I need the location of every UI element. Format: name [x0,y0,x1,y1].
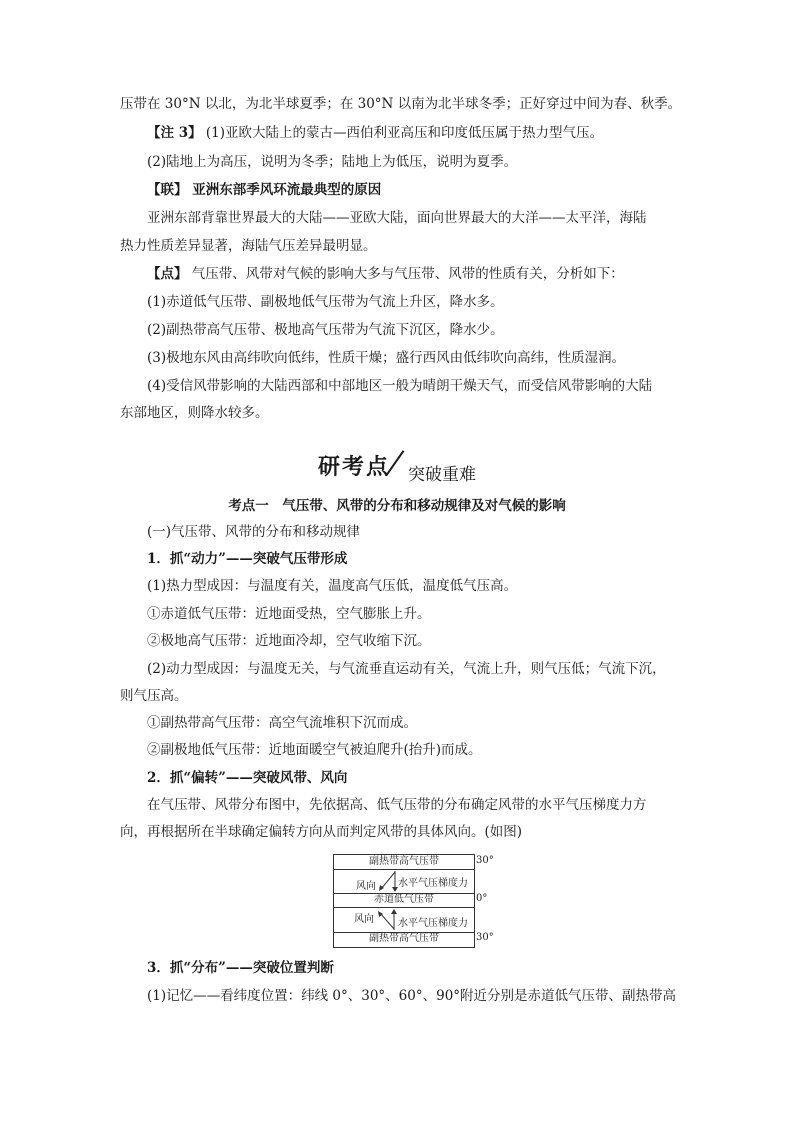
paragraph-line: 压带在 30°N 以北，为北半球夏季；在 30°N 以南为北半球冬季；正好穿过中间为春、秋季。 [120,96,682,112]
wind-label-lower: 风向 [354,914,374,925]
subheading: 2．抓“偏转”——突破风带、风向 [147,770,348,786]
paragraph-line: 东部地区，则降水较多。 [120,405,269,421]
band-top: 副热带高气压带 [369,856,439,867]
paragraph-line: 在气压带、风带分布图中，先依据高、低气压带的分布确定风带的水平气压梯度力方 [147,797,647,813]
paragraph-line: 则气压高。 [120,688,188,704]
section-sub-title: 突破重难 [408,465,476,485]
paragraph-line: 向，再根据所在半球确定偏转方向从而判定风带的具体风向。(如图) [120,824,523,840]
paragraph-line: (1)赤道低气压带、副极地低气压带为气流上升区，降水多。 [147,294,504,310]
paragraph-line: (1)记忆——看纬度位置：纬线 0°、30°、60°、90°附近分别是赤道低气压带、副热带高 [147,988,677,1004]
paragraph-line: (2)陆地上为高压，说明为冬季；陆地上为低压，说明为夏季。 [147,154,518,170]
dian-line: 【点】 气压带、风带对气候的影响大多与气压带、风带的性质有关，分析如下： [147,266,624,282]
tag-label: 【注 3】 [147,125,202,141]
arrows-svg [334,855,474,947]
paragraph-line: ②副极地低气压带：近地面暖空气被迫爬升(抬升)而成。 [147,742,482,758]
pressure-belt-figure [333,854,494,948]
section-heading [318,446,518,486]
kaodian-title: 考点一 气压带、风带的分布和移动规律及对气候的影响 [228,498,566,514]
paragraph-line: (一)气压带、风带的分布和移动规律 [147,524,361,540]
subheading: 1．抓“动力”——突破气压带形成 [147,551,348,567]
force-label-lower: 水平气压梯度力 [398,918,468,929]
paragraph-line: 热力性质差异显著，海陆气压差异最明显。 [120,238,377,254]
subheading: 3．抓“分布”——突破位置判断 [147,960,334,976]
wind-label-upper: 风向 [356,881,376,892]
band-middle: 赤道低气压带 [374,894,434,905]
paragraph-line: (2)动力型成因：与温度无关，与气流垂直运动有关，气流上升，则气压低；气流下沉， [147,661,666,677]
section-main-title: 研考点 [318,455,391,480]
band-bottom: 副热带高气压带 [369,933,439,944]
wind-arrow-upper [381,872,395,889]
note-3-line: 【注 3】 (1)亚欧大陆上的蒙古—西伯利亚高压和印度低压属于热力型气压。 [147,125,604,141]
paragraph-line: 亚洲东部背靠世界最大的大陆——亚欧大陆，面向世界最大的大洋——太平洋，海陆 [147,210,647,226]
lat-top: 30° [476,855,494,866]
paragraph-line: ②极地高气压带：近地面冷却，空气收缩下沉。 [147,633,431,649]
lat-middle: 0° [476,893,488,904]
force-label-upper: 水平气压梯度力 [398,878,468,889]
lian-line: 【联】 亚洲东部季风环流最典型的原因 [147,182,382,198]
force-arrow-upper-head [392,887,398,892]
lat-bottom: 30° [476,932,494,943]
wind-arrow-lower [380,913,394,929]
paragraph-line: ①副热带高气压带：高空气流堆积下沉而成。 [147,715,417,731]
paragraph-line: ①赤道低气压带：近地面受热，空气膨胀上升。 [147,606,431,622]
paragraph-line: (4)受信风带影响的大陆西部和中部地区一般为晴朗干燥天气，而受信风带影响的大陆 [147,378,653,394]
paragraph-line: (1)热力型成因：与温度有关，温度高气压低，温度低气压高。 [147,578,518,594]
tag-label: 【联】 [147,182,188,198]
paragraph-line: (3)极地东风由高纬吹向低纬，性质干燥；盛行西风由低纬吹向高纬，性质湿润。 [147,350,626,366]
force-arrow-lower-head [391,909,397,914]
tag-label: 【点】 [147,266,188,282]
paragraph-line: (2)副热带高气压带、极地高气压带为气流下沉区，降水少。 [147,322,504,338]
